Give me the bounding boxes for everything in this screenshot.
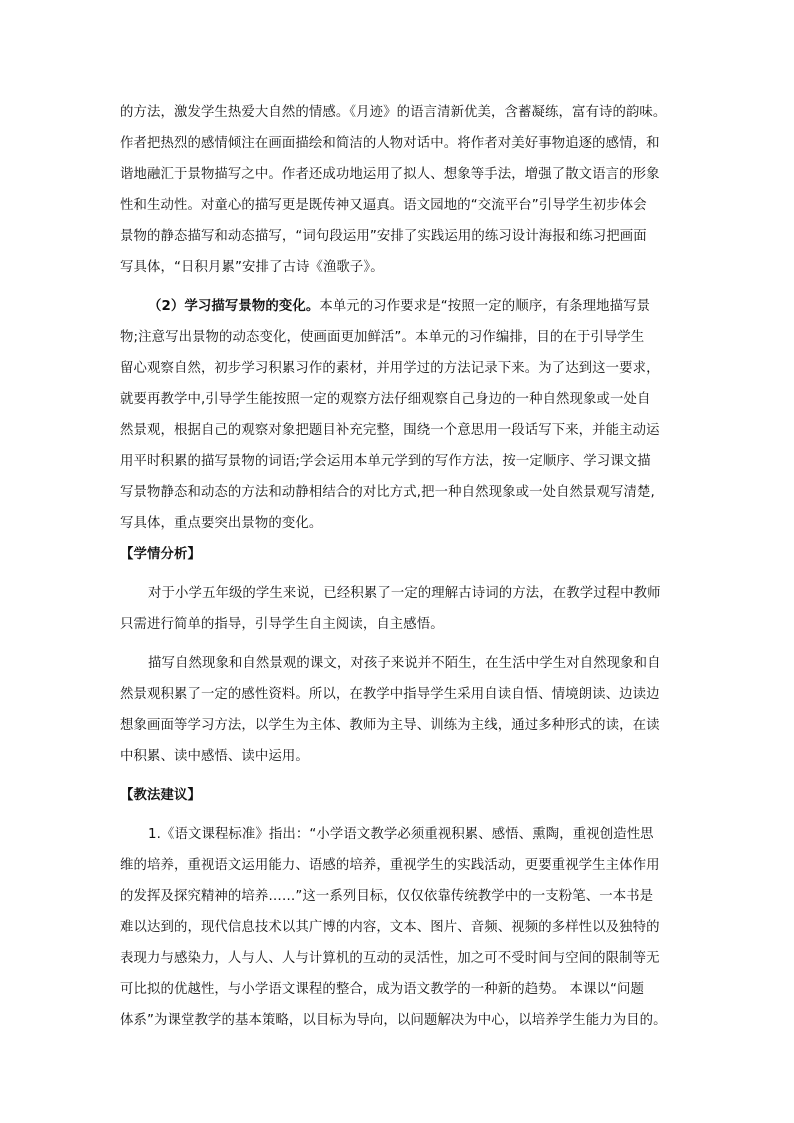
section-heading-student-analysis: 【学情分析】 (120, 547, 201, 562)
text-line: 用平时积累的描写景物的词语;学会运用本单元学到的写作方法，按一定顺序、学习课文描 (120, 454, 651, 469)
text-line: 表现力与感染力，人与人、人与计算机的互动的灵活性，加之可不受时间与空间的限制等无 (120, 951, 660, 966)
text-line: 就要再教学中,引导学生能按照一定的观察方法仔细观察自己身边的一种自然现象或一处自 (120, 392, 651, 407)
text-line: 写具体，重点要突出景物的变化。 (120, 516, 323, 531)
paragraph-writing-goal (120, 291, 680, 539)
text-line: 写景物静态和动态的方法和动静相结合的对比方式,把一种自然现象或一处自然景观写清楚, (120, 485, 655, 500)
text-line (120, 291, 680, 322)
document-body (120, 97, 680, 1036)
text-line: 然景观积累了一定的感性资料。所以，在教学中指导学生采用自读自悟、情境朗读、边读边 (120, 687, 660, 702)
text-line: 留心观察自然，初步学习积累习作的素材，并用学过的方法记录下来。为了达到这一要求， (120, 361, 660, 376)
text-line: 可比拟的优越性，与小学语文课程的整合，成为语文教学的一种新的趋势。 本课以“问题 (120, 982, 645, 997)
text-line: 对于小学五年级的学生来说，已经积累了一定的理解古诗词的方法，在教学过程中教师 (148, 586, 661, 601)
paragraph-student-analysis-2 (120, 648, 680, 772)
text-line: 然景观，根据自己的观察对象把题目补充完整，围绕一个意思用一段话写下来，并能主动运 (120, 423, 660, 438)
text-line: 的方法，激发学生热爱大自然的情感。《月迹》的语言清新优美，含蓄凝练，富有诗的韵味。 (120, 105, 667, 120)
text-line: 描写自然现象和自然景观的课文，对孩子来说并不陌生，在生活中学生对自然现象和自 (148, 656, 661, 671)
text-line: 谐地融汇于景物描写之中。作者还成功地运用了拟人、想象等手法，增强了散文语言的形象 (120, 167, 660, 182)
text-line: 想象画面等学习方法，以学生为主体、教师为主导、训练为主线，通过多种形式的读，在读 (120, 718, 660, 733)
paragraph-student-analysis-1 (120, 578, 680, 640)
text-line: 物;注意写出景物的动态变化，使画面更加鲜活”。本单元的习作编排，目的在于引导学生 (120, 330, 645, 345)
point-text: 本单元的习作要求是“按照一定的顺序，有条理地描写景 (319, 299, 651, 314)
text-line: 难以达到的，现代信息技术以其广博的内容，文本、图片、音频、视频的多样性以及独特的 (120, 920, 660, 935)
text-line: 作者把热烈的感情倾注在画面描绘和简洁的人物对话中。将作者对美好事物追逐的感情，和 (120, 136, 660, 151)
text-line: 体系”为课堂教学的基本策略，以目标为导向，以问题解决为中心，以培养学生能力为目的。 (120, 1013, 667, 1028)
text-line: 景物的静态描写和动态描写，“词句段运用”安排了实践运用的练习设计海报和练习把画面 (120, 229, 647, 244)
text-line: 的发挥及探究精神的培养……”这一系列目标，仅仅依靠传统教学中的一支粉笔、一本书是 (120, 889, 654, 904)
text-line: 只需进行简单的指导，引导学生自主阅读，自主感悟。 (120, 617, 444, 632)
text-line: 性和生动性。对童心的描写更是既传神又逼真。语文园地的“交流平台”引导学生初步体会 (120, 198, 647, 213)
paragraph-teaching-suggestion-1 (120, 819, 680, 1036)
paragraph-textbook-analysis (120, 97, 680, 283)
text-line: 写具体，“日积月累”安排了古诗《渔歌子》。 (120, 260, 384, 275)
point-heading: （2）学习描写景物的变化。 (148, 299, 320, 314)
section-heading-teaching-suggestions: 【教法建议】 (120, 788, 201, 803)
text-line: 中积累、读中感悟、读中运用。 (120, 749, 309, 764)
text-line: 1.《语文课程标准》指出：“小学语文教学必须重视积累、感悟、熏陶，重视创造性思 (148, 827, 654, 842)
text-line: 维的培养，重视语文运用能力、语感的培养，重视学生的实践活动，更要重视学生主体作用 (120, 858, 660, 873)
